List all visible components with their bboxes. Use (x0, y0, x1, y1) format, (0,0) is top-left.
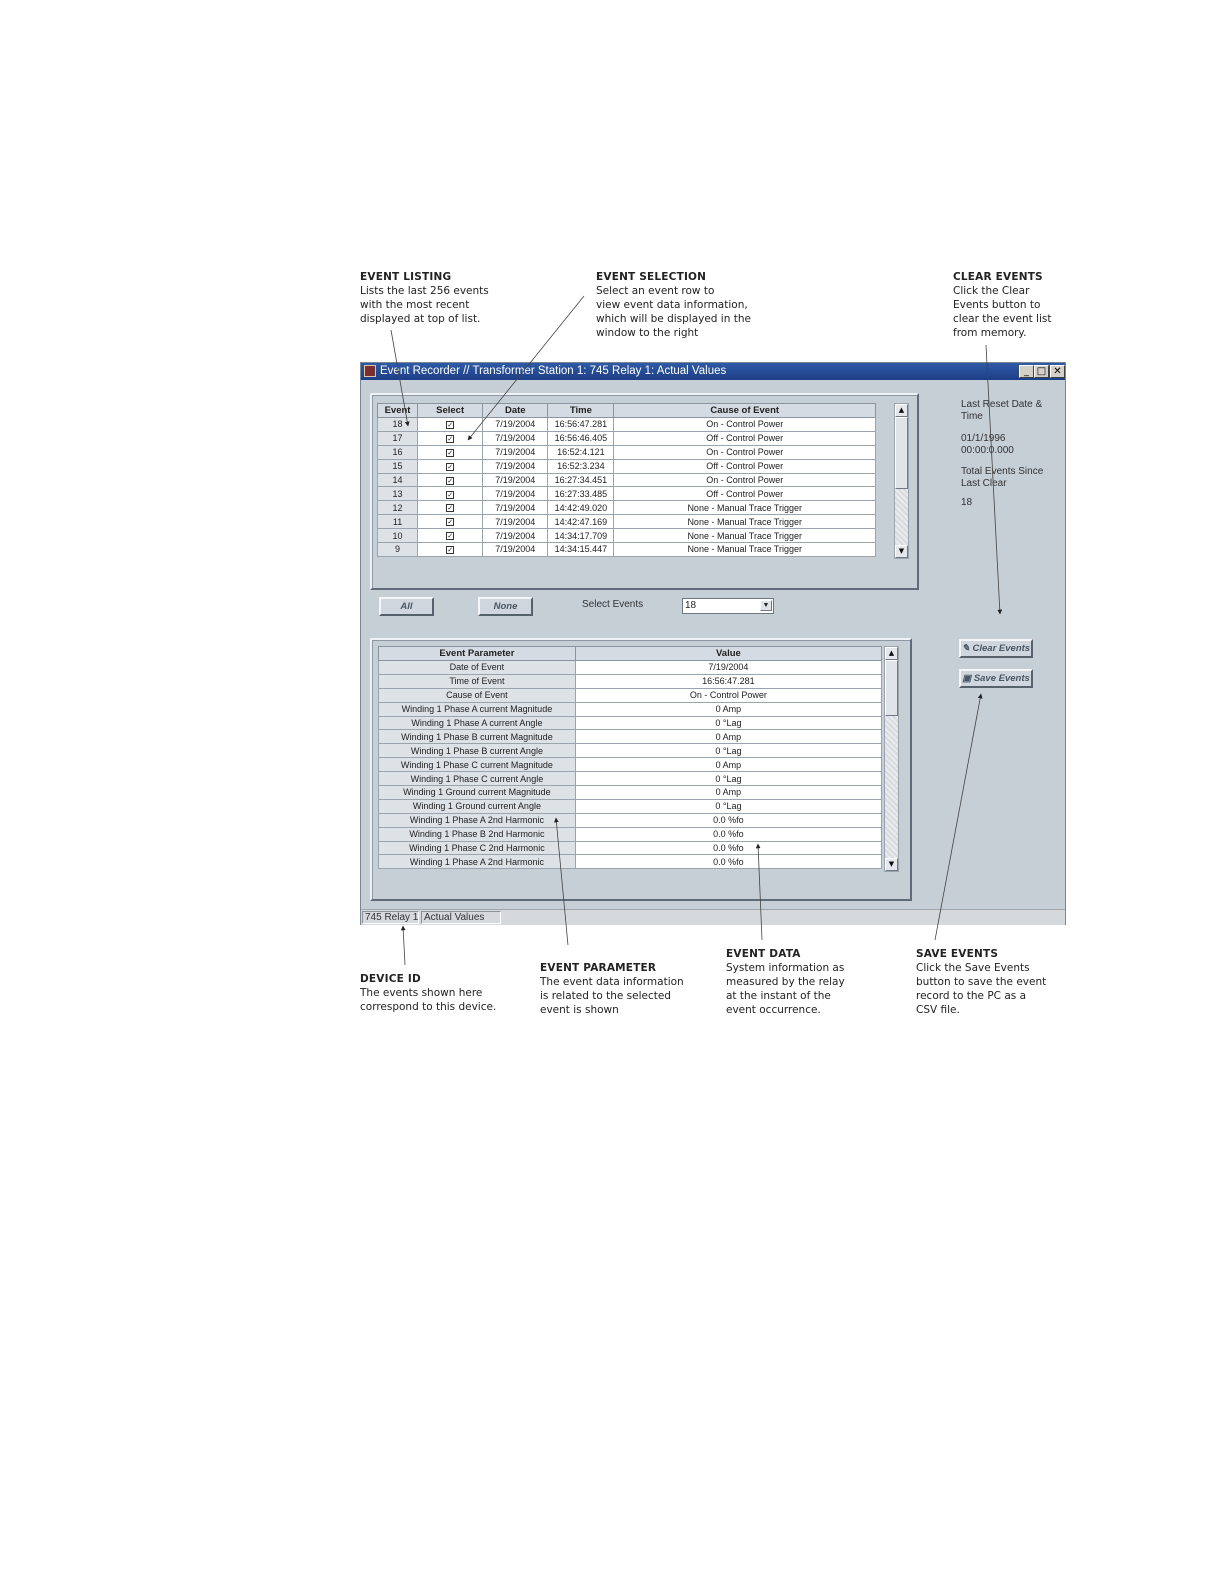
table-row (379, 855, 882, 869)
event-recorder-window (360, 362, 1066, 925)
cause-cell: None - Manual Trace Trigger (614, 543, 876, 557)
select-events-label: Select Events (582, 599, 644, 610)
date-cell: 7/19/2004 (483, 459, 548, 473)
callout-line: Click the Save Events (916, 962, 1030, 974)
table-row (379, 716, 882, 730)
callout-line: with the most recent (360, 299, 470, 311)
dropdown-value: 18 (685, 600, 697, 611)
parameter-value-cell: 0.0 %fo (575, 855, 881, 869)
cause-cell: None - Manual Trace Trigger (614, 515, 876, 529)
column-header-select[interactable]: Select (418, 404, 483, 418)
cause-cell: Off - Control Power (614, 431, 876, 445)
cause-cell: On - Control Power (614, 418, 876, 432)
parameter-value-cell: 7/19/2004 (575, 661, 881, 675)
table-header-row (379, 647, 882, 661)
select-checkbox[interactable]: ✓ (447, 491, 454, 499)
callout-title: DEVICE ID (360, 973, 421, 985)
date-cell: 7/19/2004 (483, 473, 548, 487)
event-number-cell: 11 (378, 515, 418, 529)
select-cell[interactable] (418, 487, 483, 501)
date-cell: 7/19/2004 (483, 431, 548, 445)
parameter-value-cell: 0 °Lag (575, 744, 881, 758)
parameter-value-cell: 0.0 %fo (575, 813, 881, 827)
last-reset-date: 01/1/1996 (961, 433, 1006, 444)
floppy-disk-icon: ▣ (962, 673, 972, 684)
parameter-name-cell: Date of Event (379, 661, 576, 675)
event-number-cell: 15 (378, 459, 418, 473)
callout-device-id (360, 972, 496, 1014)
table-row[interactable] (378, 473, 876, 487)
column-header-time[interactable]: Time (548, 404, 614, 418)
callout-line: is related to the selected (540, 990, 671, 1002)
table-row (379, 674, 882, 688)
callout-line: System information as (726, 962, 845, 974)
clear-events-button[interactable] (959, 639, 1033, 658)
event-number-cell: 13 (378, 487, 418, 501)
parameter-name-cell: Winding 1 Phase C current Magnitude (379, 758, 576, 772)
callout-line: measured by the relay (726, 976, 845, 988)
select-cell[interactable] (418, 431, 483, 445)
leader-device-id (403, 926, 405, 965)
callout-line: Select an event row to (596, 285, 715, 297)
time-cell: 14:34:15.447 (548, 543, 614, 557)
callout-line: from memory. (953, 327, 1027, 339)
table-row (379, 730, 882, 744)
parameter-value-cell: 0 Amp (575, 758, 881, 772)
time-cell: 16:27:34.451 (548, 473, 614, 487)
select-cell[interactable] (418, 515, 483, 529)
select-cell[interactable] (418, 418, 483, 432)
callout-save-events (916, 947, 1046, 1017)
callout-line: which will be displayed in the (596, 313, 751, 325)
table-row[interactable] (378, 515, 876, 529)
callout-line: window to the right (596, 327, 699, 339)
cause-cell: Off - Control Power (614, 459, 876, 473)
parameter-name-cell: Winding 1 Phase C current Angle (379, 772, 576, 786)
select-cell[interactable] (418, 445, 483, 459)
table-row (379, 702, 882, 716)
column-header-cause[interactable]: Cause of Event (614, 404, 876, 418)
callout-line: Lists the last 256 events (360, 285, 489, 297)
callout-line: at the instant of the (726, 990, 831, 1002)
cause-cell: Off - Control Power (614, 487, 876, 501)
title-bar[interactable] (361, 363, 1065, 380)
close-button[interactable]: ✕ (1050, 365, 1065, 378)
clear-events-label: Clear Events (972, 643, 1031, 654)
cause-cell: None - Manual Trace Trigger (614, 501, 876, 515)
parameter-value-cell: 0 °Lag (575, 799, 881, 813)
select-checkbox[interactable]: ✓ (447, 435, 454, 443)
table-row[interactable] (378, 529, 876, 543)
scroll-down-icon[interactable]: ▼ (895, 545, 908, 558)
callout-line: CSV file. (916, 1004, 960, 1016)
callout-event-listing (360, 270, 489, 326)
table-row[interactable] (378, 418, 876, 432)
parameter-name-cell: Time of Event (379, 674, 576, 688)
event-list-scrollbar[interactable] (894, 403, 909, 559)
total-events-label: Total Events Since Last Clear (961, 466, 1044, 489)
table-row (379, 813, 882, 827)
table-row[interactable] (378, 431, 876, 445)
callout-title: EVENT PARAMETER (540, 962, 657, 974)
table-row[interactable] (378, 459, 876, 473)
parameter-value-cell: On - Control Power (575, 688, 881, 702)
select-checkbox[interactable]: ✓ (447, 477, 454, 485)
date-cell: 7/19/2004 (483, 543, 548, 557)
callout-title: EVENT SELECTION (596, 271, 707, 283)
date-cell: 7/19/2004 (483, 515, 548, 529)
select-none-button[interactable]: None (478, 597, 533, 616)
callout-title: EVENT DATA (726, 948, 801, 960)
parameter-value-cell: 0 °Lag (575, 716, 881, 730)
callout-title: EVENT LISTING (360, 271, 452, 283)
parameter-value-cell: 0 °Lag (575, 772, 881, 786)
time-cell: 16:56:47.281 (548, 418, 614, 432)
parameter-value-cell: 0 Amp (575, 730, 881, 744)
callout-line: displayed at top of list. (360, 313, 481, 325)
parameter-name-cell: Winding 1 Phase B current Magnitude (379, 730, 576, 744)
callout-event-data (726, 947, 845, 1017)
event-list-table (377, 403, 876, 557)
callout-line: The events shown here (360, 987, 483, 999)
parameter-name-cell: Winding 1 Phase A 2nd Harmonic (379, 813, 576, 827)
table-row (379, 688, 882, 702)
event-number-cell: 18 (378, 418, 418, 432)
event-number-cell: 14 (378, 473, 418, 487)
parameter-name-cell: Winding 1 Phase A 2nd Harmonic (379, 855, 576, 869)
parameter-value-cell: 0.0 %fo (575, 841, 881, 855)
parameter-name-cell: Winding 1 Ground current Angle (379, 799, 576, 813)
time-cell: 14:42:49.020 (548, 501, 614, 515)
window-title: Event Recorder // Transformer Station 1: 745 Relay 1: Actual Values (380, 365, 727, 377)
event-data-panel (370, 638, 912, 901)
select-checkbox[interactable]: ✓ (447, 519, 454, 527)
parameter-name-cell: Winding 1 Phase A current Angle (379, 716, 576, 730)
event-number-cell: 9 (378, 543, 418, 557)
callout-line: Events button to (953, 299, 1041, 311)
callout-line: record to the PC as a (916, 990, 1027, 1002)
event-list-panel (370, 393, 919, 590)
column-header-event[interactable]: Event (378, 404, 418, 418)
select-checkbox[interactable]: ✓ (447, 422, 454, 430)
parameter-value-cell: 16:56:47.281 (575, 674, 881, 688)
callout-line: event occurrence. (726, 1004, 821, 1016)
table-row (379, 772, 882, 786)
total-events-value: 18 (961, 497, 973, 508)
time-cell: 14:42:47.169 (548, 515, 614, 529)
select-cell[interactable] (418, 543, 483, 557)
scroll-thumb[interactable] (895, 417, 908, 489)
time-cell: 16:56:46.405 (548, 431, 614, 445)
date-cell: 7/19/2004 (483, 501, 548, 515)
time-cell: 14:34:17.709 (548, 529, 614, 543)
status-view: Actual Values (421, 911, 501, 924)
select-cell[interactable] (418, 501, 483, 515)
table-row[interactable] (378, 487, 876, 501)
parameter-name-cell: Winding 1 Phase B current Angle (379, 744, 576, 758)
date-cell: 7/19/2004 (483, 487, 548, 501)
callout-clear-events (953, 270, 1051, 340)
cause-cell: None - Manual Trace Trigger (614, 529, 876, 543)
callout-title: CLEAR EVENTS (953, 271, 1043, 283)
table-row (379, 799, 882, 813)
select-all-button[interactable]: All (379, 597, 434, 616)
callout-line: button to save the event (916, 976, 1047, 988)
table-row[interactable] (378, 501, 876, 515)
date-cell: 7/19/2004 (483, 418, 548, 432)
chevron-down-icon[interactable]: ▼ (760, 600, 772, 611)
scroll-up-icon[interactable]: ▲ (885, 647, 898, 660)
maximize-button[interactable]: □ (1034, 365, 1049, 378)
parameter-value-cell: 0 Amp (575, 702, 881, 716)
time-cell: 16:52:4.121 (548, 445, 614, 459)
callout-event-selection (596, 270, 751, 340)
parameter-name-cell: Winding 1 Phase A current Magnitude (379, 702, 576, 716)
select-checkbox[interactable]: ✓ (447, 449, 454, 457)
select-cell[interactable] (418, 473, 483, 487)
table-header-row (378, 404, 876, 418)
column-header-value[interactable]: Value (575, 647, 881, 661)
select-checkbox[interactable]: ✓ (447, 505, 454, 513)
select-checkbox[interactable]: ✓ (447, 533, 454, 541)
parameter-name-cell: Winding 1 Ground current Magnitude (379, 786, 576, 800)
minimize-button[interactable]: _ (1019, 365, 1034, 378)
app-icon (364, 365, 376, 377)
parameter-value-cell: 0 Amp (575, 786, 881, 800)
select-checkbox[interactable]: ✓ (447, 547, 454, 555)
event-parameter-table (378, 646, 882, 869)
parameter-name-cell: Winding 1 Phase C 2nd Harmonic (379, 841, 576, 855)
last-reset-label: Last Reset Date & Time (961, 399, 1043, 422)
select-cell[interactable] (418, 459, 483, 473)
event-number-cell: 16 (378, 445, 418, 459)
column-header-date[interactable]: Date (483, 404, 548, 418)
callout-title: SAVE EVENTS (916, 948, 999, 960)
column-header-parameter[interactable]: Event Parameter (379, 647, 576, 661)
callout-line: view event data information, (596, 299, 748, 311)
callout-line: Click the Clear (953, 285, 1030, 297)
select-cell[interactable] (418, 529, 483, 543)
table-row[interactable] (378, 543, 876, 557)
time-cell: 16:52:3.234 (548, 459, 614, 473)
parameter-name-cell: Winding 1 Phase B 2nd Harmonic (379, 827, 576, 841)
table-row (379, 786, 882, 800)
scroll-up-icon[interactable]: ▲ (895, 404, 908, 417)
parameter-name-cell: Cause of Event (379, 688, 576, 702)
event-data-scrollbar[interactable] (884, 646, 899, 872)
parameter-value-cell: 0.0 %fo (575, 827, 881, 841)
cause-cell: On - Control Power (614, 473, 876, 487)
select-checkbox[interactable]: ✓ (447, 463, 454, 471)
table-row[interactable] (378, 445, 876, 459)
pencil-icon: ✎ (961, 643, 970, 654)
scroll-thumb[interactable] (885, 660, 898, 716)
callout-line: event is shown (540, 1004, 619, 1016)
callout-line: The event data information (540, 976, 684, 988)
event-number-cell: 10 (378, 529, 418, 543)
callout-line: correspond to this device. (360, 1001, 497, 1013)
status-device-id: 745 Relay 1 (362, 911, 419, 924)
date-cell: 7/19/2004 (483, 529, 548, 543)
table-row (379, 744, 882, 758)
status-bar (361, 909, 1065, 925)
select-events-dropdown[interactable] (682, 598, 774, 614)
callout-event-parameter (540, 961, 684, 1017)
cause-cell: On - Control Power (614, 445, 876, 459)
table-row (379, 758, 882, 772)
table-row (379, 661, 882, 675)
scroll-down-icon[interactable]: ▼ (885, 858, 898, 871)
event-number-cell: 17 (378, 431, 418, 445)
save-events-label: Save Events (973, 673, 1030, 684)
callout-line: clear the event list (953, 313, 1052, 325)
table-row (379, 827, 882, 841)
save-events-button[interactable] (959, 669, 1033, 688)
table-row (379, 841, 882, 855)
event-number-cell: 12 (378, 501, 418, 515)
last-reset-time: 00:00:0.000 (961, 445, 1014, 456)
date-cell: 7/19/2004 (483, 445, 548, 459)
time-cell: 16:27:33.485 (548, 487, 614, 501)
